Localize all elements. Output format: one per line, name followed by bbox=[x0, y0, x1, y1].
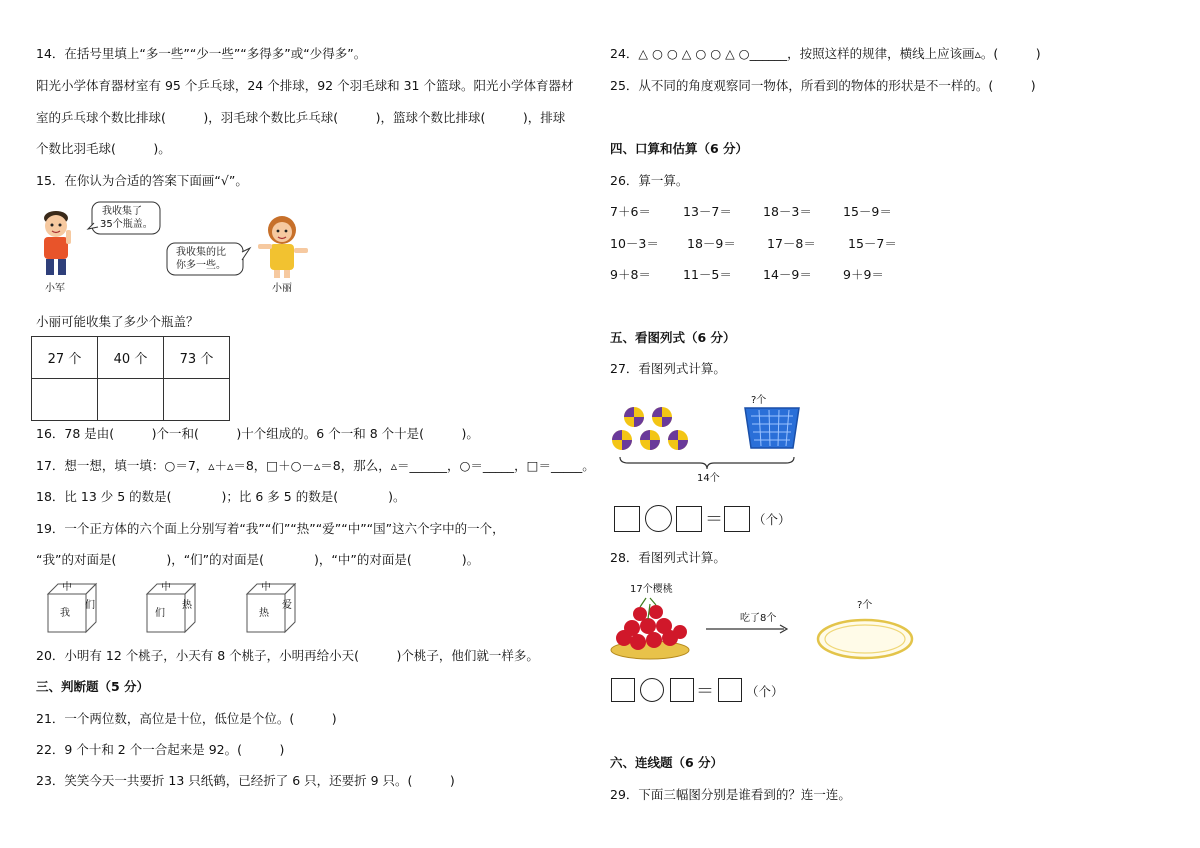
girl-bubble-line1: 我收集的比 bbox=[176, 247, 226, 258]
q28: 28．看图列式计算。 bbox=[610, 550, 726, 565]
calc-item: 11－5＝ bbox=[683, 267, 732, 282]
q15-answer-table bbox=[31, 336, 230, 421]
cube-front-char: 们 bbox=[155, 608, 165, 619]
cube bbox=[245, 582, 297, 632]
cube-top-char: 中 bbox=[161, 582, 171, 593]
section-5-heading: 五、看图列式（6 分） bbox=[610, 330, 736, 345]
q16: 16．78 是由( )个一和( )十个组成的。6 个一和 8 个十是( )。 bbox=[36, 426, 479, 441]
q20: 20．小明有 12 个桃子，小天有 8 个桃子，小明再给小天( )个桃子，他们就一样多。 bbox=[36, 648, 539, 663]
boy-illustration bbox=[36, 210, 82, 280]
calc-item: 9＋8＝ bbox=[610, 267, 651, 282]
cube-top-char: 中 bbox=[261, 582, 271, 593]
q15-question: 小丽可能收集了多少个瓶盖？ bbox=[36, 314, 199, 329]
calc-item: 7＋6＝ bbox=[610, 204, 651, 219]
calc-item: 14－9＝ bbox=[763, 267, 812, 282]
q22: 22．9 个十和 2 个一合起来是 92。( ) bbox=[36, 742, 285, 757]
check-cell[interactable] bbox=[32, 379, 98, 421]
q18: 18．比 13 少 5 的数是( )；比 6 多 5 的数是( )。 bbox=[36, 489, 406, 504]
boy-bubble-line1: 我收集了 bbox=[102, 206, 142, 217]
option-cell: 73 个 bbox=[164, 337, 230, 379]
calc-item: 15－9＝ bbox=[843, 204, 892, 219]
operator-circle[interactable] bbox=[640, 678, 664, 702]
q28-unit: （个） bbox=[746, 684, 784, 699]
cube-side-char: 爱 bbox=[282, 600, 292, 611]
cube bbox=[145, 582, 197, 632]
calc-item: 9＋9＝ bbox=[843, 267, 884, 282]
operator-circle[interactable] bbox=[645, 505, 672, 532]
cube bbox=[46, 582, 98, 632]
q19-line1: 19．一个正方体的六个面上分别写着“我”“们”“热”“爱”“中”“国”这六个字中的一个， bbox=[36, 521, 505, 536]
answer-box[interactable] bbox=[718, 678, 742, 702]
q15-title: 15．在你认为合适的答案下面画“√”。 bbox=[36, 173, 248, 188]
q21: 21．一个两位数，高位是十位，低位是个位。( ) bbox=[36, 711, 337, 726]
q29: 29．下面三幅图分别是谁看到的？连一连。 bbox=[610, 787, 851, 802]
cube-side-char: 热 bbox=[182, 600, 192, 611]
q14-line3: 个数比羽毛球( )。 bbox=[36, 141, 171, 156]
empty-plate-illustration bbox=[815, 617, 915, 661]
q19-line2: “我”的对面是( )，“们”的对面是( )，“中”的对面是( )。 bbox=[36, 552, 480, 567]
calc-item: 15－7＝ bbox=[848, 236, 897, 251]
cube-front-char: 我 bbox=[60, 608, 70, 619]
section-6-heading: 六、连线题（6 分） bbox=[610, 755, 724, 770]
section-3-heading: 三、判断题（5 分） bbox=[36, 679, 150, 694]
cherries-plate-illustration bbox=[610, 598, 692, 660]
q14-line1: 阳光小学体育器材室有 95 个乒乓球，24 个排球，92 个羽毛球和 31 个篮球。阳光小学体育器材 bbox=[36, 78, 574, 93]
cube-front-char: 热 bbox=[259, 608, 269, 619]
check-cell[interactable] bbox=[164, 379, 230, 421]
boy-bubble-line2: 35个瓶盖。 bbox=[100, 219, 153, 230]
check-cell[interactable] bbox=[98, 379, 164, 421]
boy-name: 小军 bbox=[45, 283, 65, 294]
girl-bubble-line2: 你多一些。 bbox=[176, 260, 226, 271]
balls-illustration bbox=[610, 405, 694, 453]
ate-label: 吃了8个 bbox=[740, 613, 777, 624]
cherries-label: 17个樱桃 bbox=[630, 584, 673, 595]
q24: 24．△ ○ ○ △ ○ ○ △ ○______，按照这样的规律，横线上应该画▵。( ) bbox=[610, 46, 1041, 61]
q17: 17．想一想，填一填：○＝7，▵＋▵＝8，□＋○－▵＝8，那么，▵＝______，○＝_____，□＝_____。 bbox=[36, 458, 595, 473]
q27-unit: （个） bbox=[753, 512, 791, 527]
option-cell: 27 个 bbox=[32, 337, 98, 379]
calc-item: 13－7＝ bbox=[683, 204, 732, 219]
equals-sign: ＝ bbox=[705, 509, 723, 530]
q28-unknown-label: ?个 bbox=[857, 600, 873, 611]
q26: 26．算一算。 bbox=[610, 173, 689, 188]
answer-box[interactable] bbox=[611, 678, 635, 702]
calc-item: 17－8＝ bbox=[767, 236, 816, 251]
q27-total-label: 14个 bbox=[697, 473, 720, 484]
cube-side-char: 们 bbox=[85, 600, 95, 611]
q14-line2: 室的乒乓球个数比排球( )，羽毛球个数比乒乓球( )，篮球个数比排球( )，排球 bbox=[36, 110, 566, 125]
answer-box[interactable] bbox=[614, 506, 640, 532]
q25: 25．从不同的角度观察同一物体，所看到的物体的形状是不一样的。( ) bbox=[610, 78, 1036, 93]
calc-item: 10－3＝ bbox=[610, 236, 659, 251]
calc-item: 18－9＝ bbox=[687, 236, 736, 251]
answer-box[interactable] bbox=[676, 506, 702, 532]
q27-unknown-label: ?个 bbox=[751, 395, 767, 406]
calc-item: 18－3＝ bbox=[763, 204, 812, 219]
total-brace bbox=[618, 455, 796, 471]
answer-box[interactable] bbox=[670, 678, 694, 702]
q14-title: 14．在括号里填上“多一些”“少一些”“多得多”或“少得多”。 bbox=[36, 46, 367, 61]
section-4-heading: 四、口算和估算（6 分） bbox=[610, 141, 749, 156]
girl-name: 小丽 bbox=[272, 283, 292, 294]
basket-illustration bbox=[743, 404, 801, 450]
option-cell: 40 个 bbox=[98, 337, 164, 379]
answer-box[interactable] bbox=[724, 506, 750, 532]
girl-illustration bbox=[258, 214, 314, 280]
cube-top-char: 中 bbox=[62, 582, 72, 593]
q23: 23．笑笑今天一共要折 13 只纸鹤，已经折了 6 只，还要折 9 只。( ) bbox=[36, 773, 455, 788]
equals-sign: ＝ bbox=[696, 681, 714, 702]
q27: 27．看图列式计算。 bbox=[610, 361, 726, 376]
